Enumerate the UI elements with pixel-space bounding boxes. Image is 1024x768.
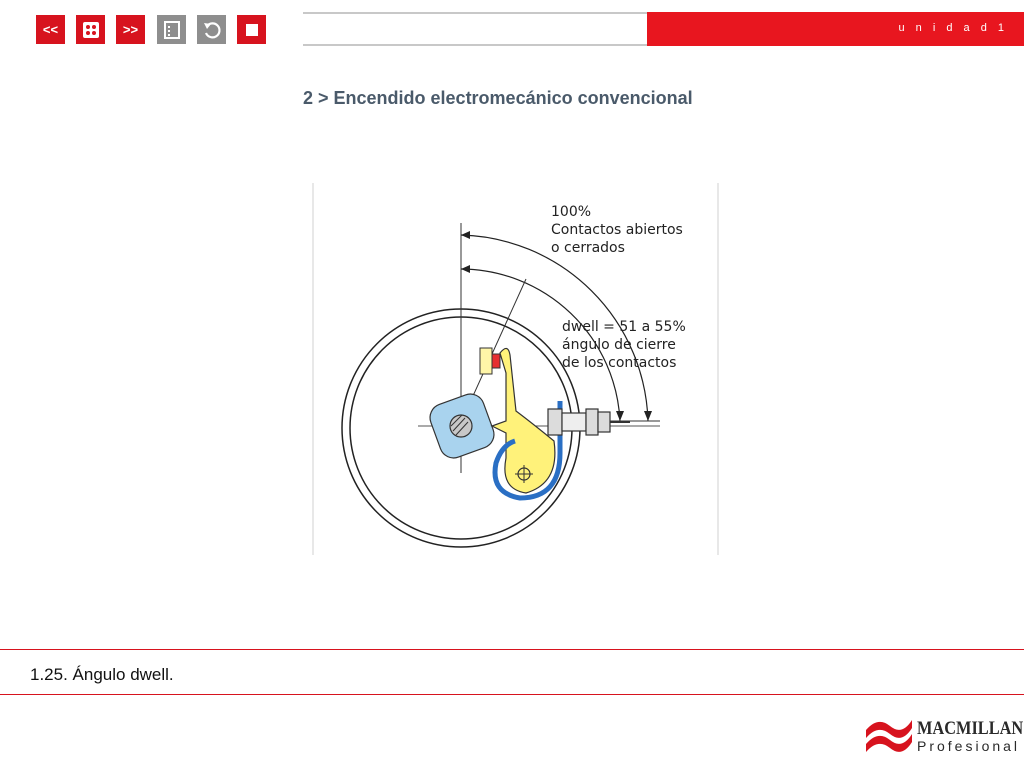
label-dwell-1: dwell = 51 a 55% xyxy=(562,319,686,335)
label-open-closed-1: Contactos abiertos xyxy=(551,222,683,238)
brand-sub: Profesional xyxy=(917,738,1021,754)
prev-label: << xyxy=(42,22,59,37)
back-button[interactable] xyxy=(197,15,226,44)
contact-point xyxy=(492,354,500,368)
breaker-arm xyxy=(492,348,555,493)
label-open-closed-2: o cerrados xyxy=(551,240,625,256)
header-divider-bottom xyxy=(303,44,648,46)
next-button[interactable] xyxy=(116,15,145,44)
label-dwell-3: de los contactos xyxy=(562,355,677,371)
terminal-nut-1 xyxy=(548,409,562,435)
unit-banner xyxy=(647,12,1024,46)
label-dwell-2: ángulo de cierre xyxy=(562,337,676,353)
label-100: 100% xyxy=(551,204,592,220)
terminal-nut-2 xyxy=(586,409,598,435)
exit-button[interactable] xyxy=(237,15,266,44)
macmillan-logo xyxy=(864,712,1024,758)
dice-icon xyxy=(82,21,100,39)
fixed-contact xyxy=(480,348,492,374)
unit-label: u n i d a d 1 xyxy=(898,22,1008,34)
dwell-angle-diagram xyxy=(310,183,720,555)
undo-icon xyxy=(202,20,222,40)
contents-button[interactable] xyxy=(157,15,186,44)
stop-icon xyxy=(245,23,259,37)
caption-divider-bottom xyxy=(0,694,1024,695)
terminal-washer xyxy=(562,413,586,431)
index-button[interactable] xyxy=(76,15,105,44)
brand-name: MACMILLAN xyxy=(917,718,1024,739)
book-icon xyxy=(164,21,180,39)
next-label: >> xyxy=(122,22,139,37)
header-divider-top xyxy=(303,12,648,14)
caption-divider-top xyxy=(0,649,1024,650)
terminal-nut-3 xyxy=(598,412,610,432)
page-title: 2 > Encendido electromecánico convencional xyxy=(303,88,693,108)
macmillan-wave-icon xyxy=(864,714,914,758)
figure-caption: 1.25. Ángulo dwell. xyxy=(30,665,174,684)
prev-button[interactable] xyxy=(36,15,65,44)
cam-shaft xyxy=(450,415,472,437)
